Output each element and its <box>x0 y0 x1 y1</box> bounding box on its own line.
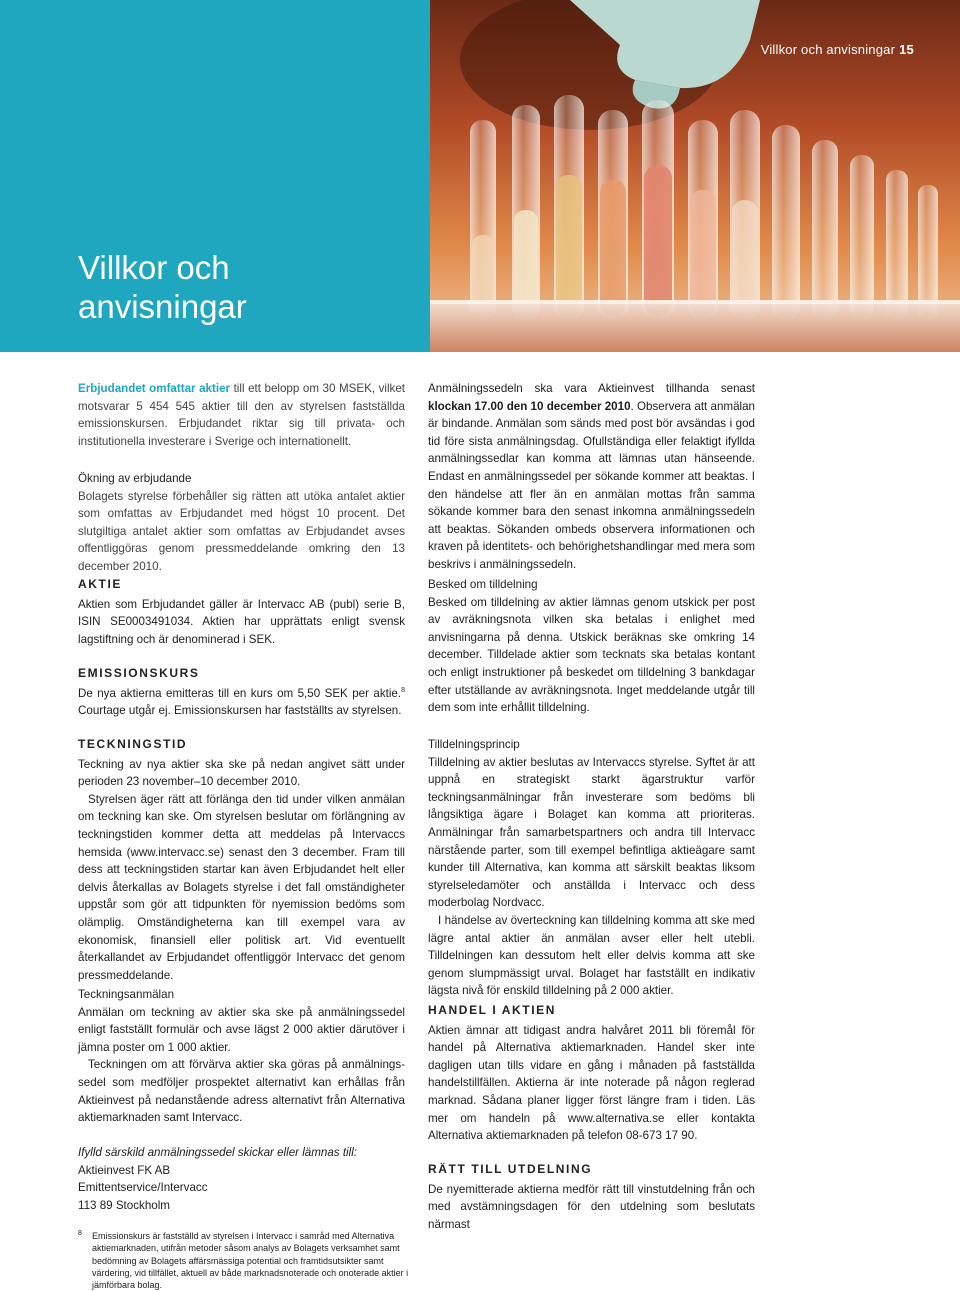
emissionskurs-text-2: Courtage utgår ej. Emissionskursen har fastställts av styrelsen. <box>78 704 402 718</box>
teckningstid-paragraph-2: Styrelsen äger rätt att förlänga den tid under vilken anmälan om teckning kan ske. Om styrelsen beslutar om förlängning av teckningstiden kommer detta att meddelas på Intervaccs hemsida (www.intervacc.se) senast den 3 december. Fram till dess att teckningstiden startar kan även Erbjudandet helt eller delvis återkallas av Bolagets styrelse i det fall omständigheter uppstår som gör att tidpunkten för nyemission bedöms som olämplig. Omständigheterna kan till exempel vara av ekonomisk, finansiell eller politisk art. Vid eventuellt återkallandet av Erbjudandet offentliggör Intervacc det genom pressmeddelande. <box>78 792 405 982</box>
tilldelningsprincip-section <box>428 736 755 1000</box>
ratt-heading: RÄTT TILL UTDELNING <box>428 1162 593 1176</box>
page-title-line-2: anvisningar <box>78 288 247 325</box>
tilldelningsprincip-paragraph-1: Tilldelning av aktier beslutas av Intervaccs styrelse. Syftet är att uppnå en strategiskt starkt ägarstruktur varför teckningsanmälningar från investerare som bedöms bli långsiktiga ägare i Bolaget kan komma att prioriteras. Anmälningar från samarbetspartners och andra till Intervacc närstående parter, som till exempel befintliga aktieägare samt kunder till Alternativa, kan komma att särskilt beaktas liksom styrelseledamöter och anställda i Intervacc och dess moderbolag Nordvacc. <box>428 755 755 910</box>
emissionskurs-heading: EMISSIONSKURS <box>78 666 200 680</box>
teckningsanmalan-paragraph-2: Teckningen om att förvärva aktier ska göras på anmälnings-sedel som medföljer prospektet alternativt kan erhållas från Aktieinvest på nedanstående adress alternativt från Alternativa aktiemarknaden samt Intervacc. <box>78 1058 405 1125</box>
page-number: 15 <box>899 42 914 57</box>
left-column <box>78 380 405 450</box>
footnote-mark: 8 <box>78 1230 82 1237</box>
handel-text: Aktien ämnar att tidigast andra halvåret 2011 bli föremål för handel på Alternativa aktiemarknaden. Handel sker inte dagligen utan tills vidare en gång i månaden på fastställda handelstillfällen. Aktierna är inte noterade på någon reglerad marknad. Sådana planer ligger först längre fram i tiden. Läs mer om handeln på www.alternativa.se eller kontakta Alternativa aktiemarknaden på telefon 08-673 17 90. <box>428 1023 755 1143</box>
address-line-1: Aktieinvest FK AB <box>78 1163 171 1177</box>
page-title-line-1: Villkor och <box>78 249 230 286</box>
emissionskurs-text-1: De nya aktierna emitteras till en kurs om 5,50 SEK per aktie. <box>78 686 402 700</box>
teckningstid-heading: TECKNINGSTID <box>78 737 188 751</box>
address-intro: Ifylld särskild anmälningssedel skickar eller lämnas till: <box>78 1146 357 1159</box>
ratt-section <box>428 1161 755 1233</box>
tilldelningsprincip-heading: Tilldelningsprincip <box>428 738 520 751</box>
address-line-2: Emittentservice/Intervacc <box>78 1181 208 1195</box>
besked-heading: Besked om tilldelning <box>428 578 538 591</box>
teckningsanmalan-section <box>78 986 405 1127</box>
okning-heading: Ökning av erbjudande <box>78 472 192 485</box>
handel-heading: HANDEL I AKTIEN <box>428 1003 557 1017</box>
anmalning-text-before: Anmälningssedeln ska vara Aktieinvest tillhanda senast <box>428 382 755 395</box>
anmalning-section <box>428 380 755 574</box>
address-line-3: 113 89 Stockholm <box>78 1198 170 1212</box>
ratt-text: De nyemitterade aktierna medför rätt till vinstutdelning från och med avstämningsdagen för den utdelning som beslutats närmast <box>428 1182 755 1231</box>
anmalning-paragraph <box>428 380 755 574</box>
aktie-heading: AKTIE <box>78 577 122 591</box>
intro-text: till ett belopp om 30 MSEK, vilket motsvarar 5 454 545 aktier till den av styrelsen fastställda emissionskursen. Erbjudandet riktar sig till privata- och institutionella investerare i Sverige och internationellt. <box>78 382 405 448</box>
okning-section <box>78 470 405 576</box>
besked-section <box>428 576 755 717</box>
handel-section <box>428 1002 755 1145</box>
intro-lead: Erbjudandet omfattar aktier <box>78 382 231 395</box>
footnote-text: Emissionskurs är fastställd av styrelsen i Intervacc i samråd med Alternativa aktiemarknaden, utifrån metoder såsom analys av Bolagets verksamhet samt bedömning av Bolagets affärsmässiga potential och framtidsutsikter samt värdering, vid tillfället, aktuell av både marknadsnoterade och onoterade aktier i jämförbara bolag. <box>92 1231 409 1291</box>
footnote-reference: 8 <box>401 686 405 694</box>
teckningsanmalan-paragraph-1: Anmälan om teckning av aktier ska ske på anmälningssedel enligt fastställt formulär och avse lägst 2 000 aktier därutöver i jämna poster om 1 000 aktier. <box>78 1005 405 1054</box>
aktie-text: Aktien som Erbjudandet gäller är Intervacc AB (publ) serie B, ISIN SE0003491034. Aktien har upprättats enligt svensk lagstiftning och är denominerad i SEK. <box>78 597 405 646</box>
teckningstid-section <box>78 736 405 984</box>
emissionskurs-text <box>78 685 405 720</box>
page-title <box>78 248 247 326</box>
running-title: Villkor och anvisningar <box>760 42 896 57</box>
tilldelningsprincip-paragraph-2: I händelse av överteckning kan tilldelning komma att ske med lägre antal aktier än anmälan avser eller helt utebli. Tilldelningen kan dessutom helt eller delvis komma att ske genom slumpmässigt urval. Bolaget har fastställt en indikativ lägsta nivå för enskild tilldelning på 2 000 aktier. <box>428 913 755 998</box>
besked-text: Besked om tilldelning av aktier lämnas genom utskick per post av avräkningsnota vilken ska betalas i enlighet med anvisningarna på denna. Utskick beräknas ske omkring 14 december. Tilldelade aktier som tecknats ska betalas kontant och enligt instruktioner på beskedet om tilldelning 3 bankdagar efter utställande av avräkningsnota. Inget meddelande utgår till dem som inte erhållit tilldelning. <box>428 595 755 715</box>
running-header <box>761 42 914 57</box>
aktie-section <box>78 576 405 648</box>
okning-text: Bolagets styrelse förbehåller sig rätten att utöka antalet aktier som omfattas av Erbjudandet med högst 10 procent. Det slutgiltiga antalet aktier som omfattas av Erbjudandet avses offentliggöras genom pressmeddelande omkring den 13 december 2010. <box>78 489 405 573</box>
anmalning-text-after: . Observera att anmälan är bindande. Anmälan som sänds med post bör avsändas i god tid före sista anmälningsdag. Ofullständiga eller felaktigt ifyllda anmälningssedlar kan komma att lämnas utan hänseende. Endast en anmälningssedel per sökande kommer att beaktas. I den händelse att fler än en anmälan mottas från samma sökande kommer bara den senast inkomna anmälningssedeln att beaktas. Sökanden ombeds observera informationen och kraven på identitets- och behörighetshandlingar med mera som beskrivs i anmälningssedeln. <box>428 399 755 571</box>
intro-paragraph <box>78 380 405 450</box>
address-section <box>78 1144 405 1214</box>
anmalning-deadline: klockan 17.00 den 10 december 2010 <box>428 399 631 413</box>
teckningstid-paragraph-1: Teckning av nya aktier ska ske på nedan angivet sätt under perioden 23 november–10 december 2010. <box>78 757 405 789</box>
teckningsanmalan-heading: Teckningsanmälan <box>78 988 175 1001</box>
emissionskurs-section <box>78 665 405 720</box>
